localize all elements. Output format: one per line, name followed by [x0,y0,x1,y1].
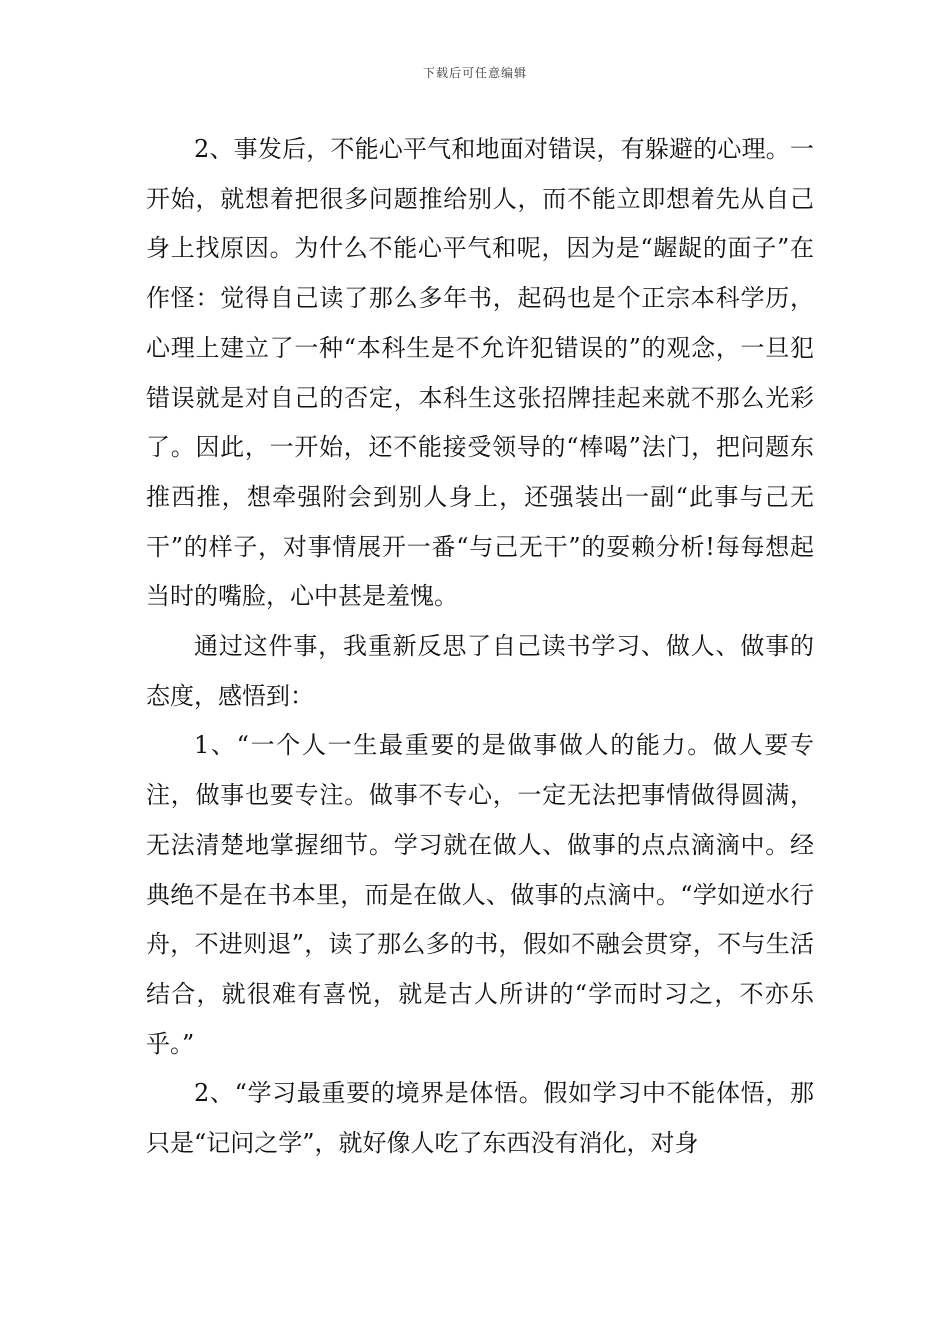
paragraph-1: 2、事发后，不能心平气和地面对错误，有躲避的心理。一开始，就想着把很多问题推给别人，而不能立即想着先从自己身上找原因。为什么不能心平气和呢，因为是“龌龊的面子”在作怪：觉得自己读了那么多年书，起码也是个正宗本科学历，心理上建立了一种“本科生是不允许犯错误的”的观念，一旦犯错误就是对自己的否定，本科生这张招牌挂起来就不那么光彩了。因此，一开始，还不能接受领导的“棒喝”法门，把问题东推西推，想牵强附会到别人身上，还强装出一副“此事与己无干”的样子，对事情展开一番“与己无干”的耍赖分析!每每想起当时的嘴脸，心中甚是羞愧。 [146,135,814,611]
page-header: 下载后可任意编辑 [422,66,527,80]
paragraph-2: 通过这件事，我重新反思了自己读书学习、做人、做事的态度，感悟到： [146,632,814,710]
paragraph-4: 2、“学习最重要的境界是体悟。假如学习中不能体悟，那只是“记问之学”，就好像人吃了东西没有消化，对身 [146,1079,814,1158]
paragraph-3: 1、“一个人一生最重要的是做事做人的能力。做人要专注，做事也要专注。做事不专心，一定无法把事情做得圆满，无法清楚地掌握细节。学习就在做人、做事的点点滴滴中。经典绝不是在书本里，而是在做人、做事的点滴中。“学如逆水行舟，不进则退”，读了那么多的书，假如不融会贯穿，不与生活结合，就很难有喜悦，就是古人所讲的“学而时习之，不亦乐乎。” [146,731,814,1058]
body-text [146,125,814,1169]
